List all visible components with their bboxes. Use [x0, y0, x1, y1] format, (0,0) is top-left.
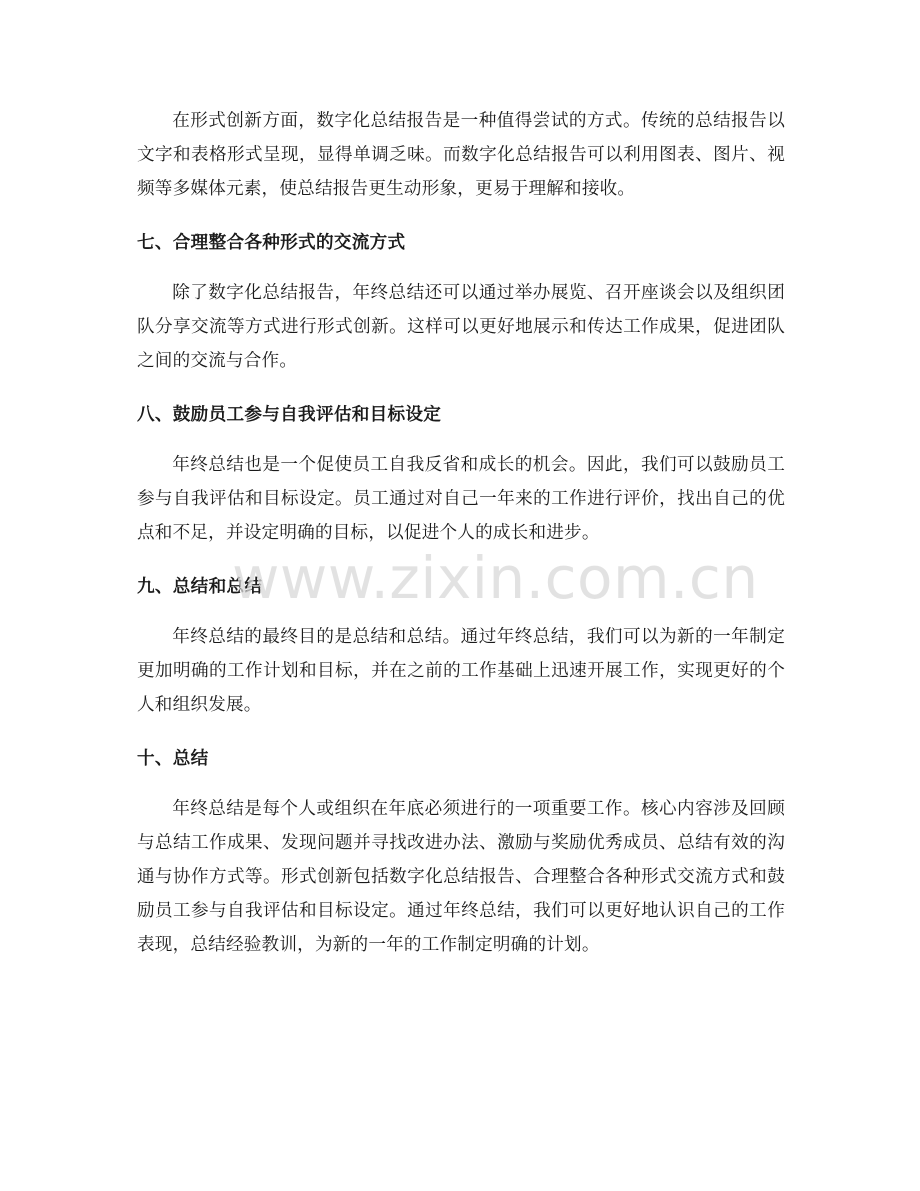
paragraph-section-7: 除了数字化总结报告，年终总结还可以通过举办展览、召开座谈会以及组织团队分享交流等方式进行形式创新。这样可以更好地展示和传达工作成果，促进团队之间的交流与合作。	[137, 283, 785, 371]
paragraph-section-8: 年终总结也是一个促使员工自我反省和成长的机会。因此，我们可以鼓励员工参与自我评估和目标设定。员工通过对自己一年来的工作进行评价，找出自己的优点和不足，并设定明确的目标，以促进个人的成长和进步。	[137, 455, 785, 543]
watermark-text: www.zixin.com.cn	[232, 544, 759, 612]
heading-section-9: 九、总结和总结	[137, 577, 263, 597]
document-body	[137, 104, 785, 962]
paragraph-section-9: 年终总结的最终目的是总结和总结。通过年终总结，我们可以为新的一年制定更加明确的工作计划和目标，并在之前的工作基础上迅速开展工作，实现更好的个人和组织发展。	[137, 627, 785, 715]
heading-section-8: 八、鼓励员工参与自我评估和目标设定	[137, 405, 442, 425]
paragraph-intro: 在形式创新方面，数字化总结报告是一种值得尝试的方式。传统的总结报告以文字和表格形式呈现，显得单调乏味。而数字化总结报告可以利用图表、图片、视频等多媒体元素，使总结报告更生动形象，更易于理解和接收。	[137, 111, 785, 199]
paragraph-section-10: 年终总结是每个人或组织在年底必须进行的一项重要工作。核心内容涉及回顾与总结工作成果、发现问题并寻找改进办法、激励与奖励优秀成员、总结有效的沟通与协作方式等。形式创新包括数字化总结报告、合理整合各种形式交流方式和鼓励员工参与自我评估和目标设定。通过年终总结，我们可以更好地认识自己的工作表现，总结经验教训，为新的一年的工作制定明确的计划。	[137, 799, 785, 955]
heading-section-7: 七、合理整合各种形式的交流方式	[137, 233, 406, 253]
heading-section-10: 十、总结	[137, 749, 209, 769]
